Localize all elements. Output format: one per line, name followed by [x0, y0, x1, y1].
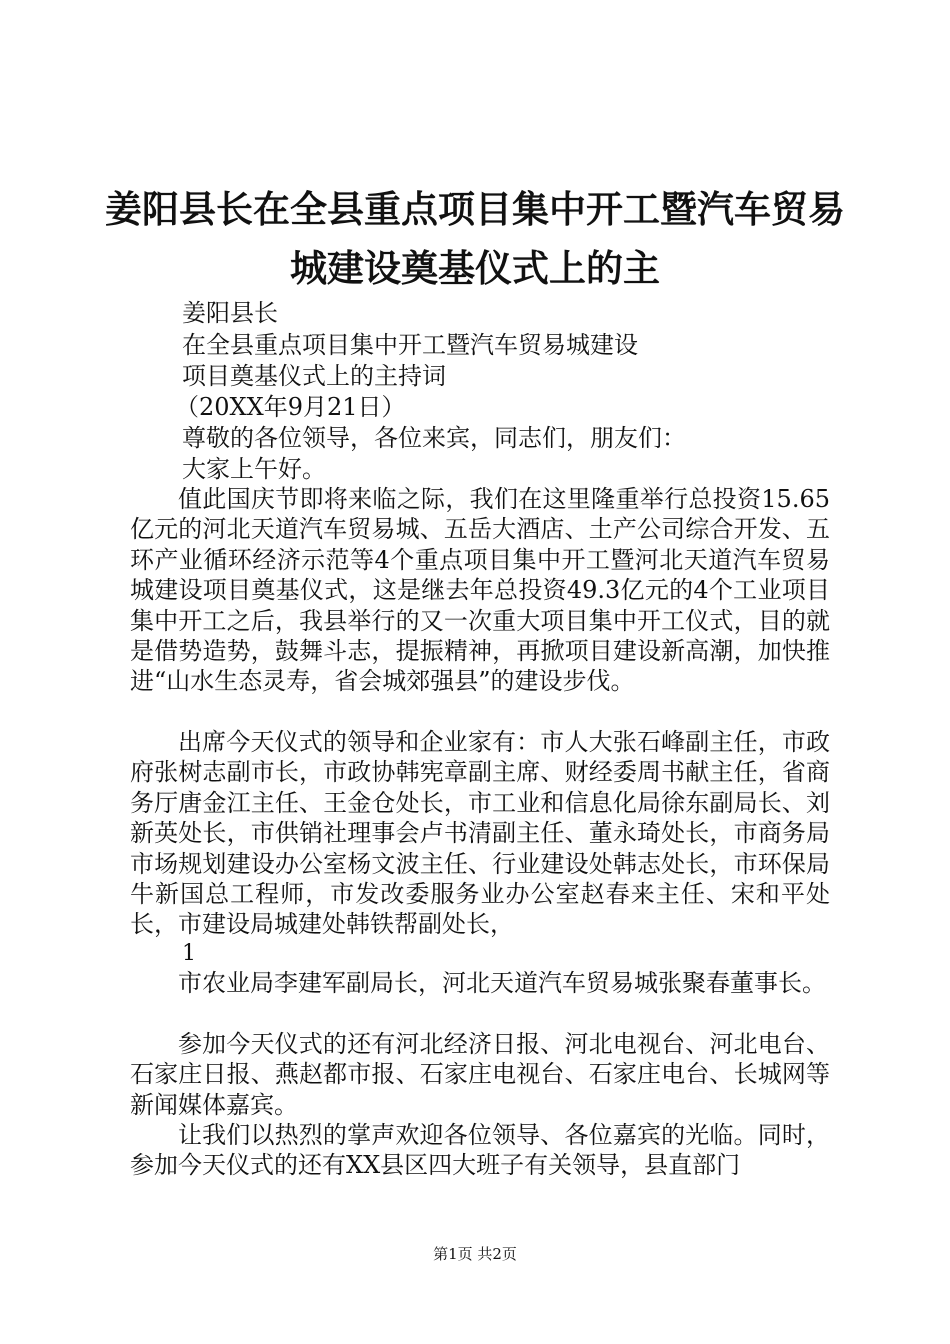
salutation-line: 尊敬的各位领导，各位来宾，同志们，朋友们： — [182, 424, 686, 452]
date-line: （20XX年9月21日） — [175, 393, 406, 421]
paragraph-attendees-continued: 市农业局李建军副局长，河北天道汽车贸易城张聚春董事长。 — [178, 969, 826, 997]
paragraph-welcome: 让我们以热烈的掌声欢迎各位领导、各位嘉宾的光临。同时，参加今天仪式的还有XX县区四大班子有关领导，县直部门 — [130, 1121, 830, 1180]
paragraph-media: 参加今天仪式的还有河北经济日报、河北电视台、河北电台、石家庄日报、燕赵都市报、石家庄电视台、石家庄电台、长城网等新闻媒体嘉宾。 — [130, 1030, 830, 1119]
paragraph-opening: 值此国庆节即将来临之际，我们在这里隆重举行总投资15.65亿元的河北天道汽车贸易城、五岳大酒店、土产公司综合开发、五环产业循环经济示范等4个重点项目集中开工暨河北天道汽车贸易城建设项目奠基仪式，这是继去年总投资49.3亿元的4个工业项目集中开工之后，我县举行的又一次重大项目集中开工仪式，目的就是借势造势，鼓舞斗志，提振精神，再掀项目建设新高潮，加快推进“山水生态灵寿，省会城郊强县”的建设步伐。 — [130, 485, 830, 696]
document-title-line-2: 城建设奠基仪式上的主 — [290, 247, 660, 290]
greeting-line: 大家上午好。 — [182, 455, 326, 483]
document-title-line-1: 姜阳县长在全县重点项目集中开工暨汽车贸易 — [105, 188, 845, 231]
speaker-line: 姜阳县长 — [182, 299, 278, 327]
page-footer: 第1页 共2页 — [433, 1245, 517, 1263]
subtitle-line-1: 在全县重点项目集中开工暨汽车贸易城建设 — [182, 331, 638, 359]
inline-page-number: 1 — [182, 941, 196, 966]
subtitle-line-2: 项目奠基仪式上的主持词 — [182, 362, 446, 390]
paragraph-attendees: 出席今天仪式的领导和企业家有：市人大张石峰副主任，市政府张树志副市长，市政协韩宪章副主席、财经委周书献主任，省商务厅唐金江主任、王金仓处长，市工业和信息化局徐东副局长、刘新英处长，市供销社理事会卢书清副主任、董永琦处长，市商务局市场规划建设办公室杨文波主任、行业建设处韩志处长，市环保局牛新国总工程师，市发改委服务业办公室赵春来主任、宋和平处长，市建设局城建处韩铁帮副处长， — [130, 728, 830, 939]
